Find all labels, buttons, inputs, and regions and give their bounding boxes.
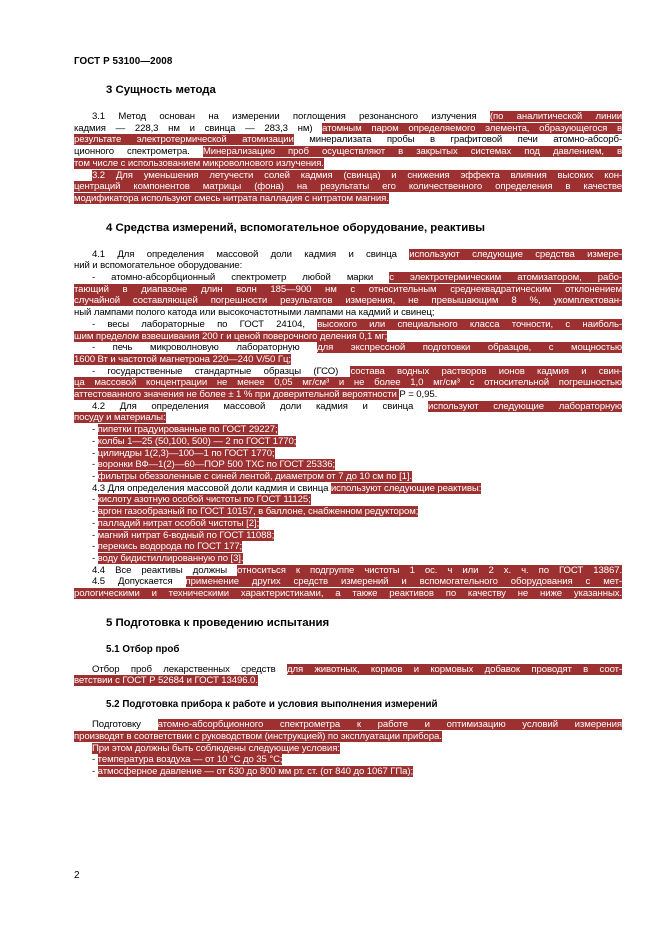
text-line	[74, 181, 622, 193]
text-line	[74, 541, 622, 553]
highlighted-text: (по аналитической линии	[489, 111, 622, 122]
text-segment: - весы лабораторные по ГОСТ 24104,	[92, 318, 318, 330]
text-segment: -	[92, 529, 98, 541]
document-standard-number: ГОСТ Р 53100—2008	[74, 56, 173, 67]
highlighted-text: ца массовой концентрации не менее 0,05 мг/см³ и не более 1,0 мг/см³ с относительной погрешностью	[74, 377, 622, 389]
highlighted-text: используют следующие реактивы:	[330, 482, 482, 494]
text-line	[74, 530, 622, 542]
text-line	[74, 494, 622, 506]
paragraph	[74, 576, 622, 599]
highlighted-text: палладий нитрат особой чистоты [2];	[97, 517, 260, 529]
text-line	[74, 354, 622, 366]
text-segment: минерализата пробы в графитовой печи атомно-абсорб-	[293, 134, 623, 146]
text-line	[74, 295, 622, 307]
paragraph	[74, 249, 622, 401]
page-number: 2	[74, 870, 80, 881]
text-line	[74, 766, 622, 778]
paragraph	[74, 401, 622, 483]
highlighted-text: фильтры обеззоленные с синей лентой, диаметром от 7 до 10 см по [1].	[97, 470, 412, 482]
highlighted-text: результате электротермической атомизации	[74, 134, 294, 146]
text-line	[74, 565, 622, 577]
highlighted-text: относиться к подгруппе чистоты 1 ос. ч или 2 х. ч. по ГОСТ 13867.	[237, 564, 622, 576]
highlighted-text: Минерализацию проб осуществляют в закрытых системах под давлением, в	[202, 146, 622, 158]
highlighted-text: цилиндры 1(2,3)—100—1 по ГОСТ 1770;	[97, 447, 275, 459]
text-segment: Отбор проб лекарственных средств	[92, 663, 287, 675]
text-line	[74, 260, 622, 272]
text-segment: -	[92, 435, 98, 447]
highlighted-text: атмосферное давление — от 630 до 800 мм рт. ст. (от 840 до 1067 ГПа);	[97, 765, 414, 777]
highlighted-text: используют следующие средства измере-	[409, 248, 622, 260]
highlighted-text: кислоту азотную особой чистоты по ГОСТ 11125;	[97, 494, 311, 506]
text-segment: -	[92, 754, 98, 766]
text-segment: 4.3 Для определения массовой доли кадмия и свинца	[92, 482, 331, 494]
text-line	[74, 272, 622, 284]
text-line	[74, 719, 622, 731]
highlighted-text: состава водных растворов ионов кадмия и свин-	[350, 365, 622, 377]
text-line	[74, 518, 622, 530]
section-heading: 3 Сущность метода	[106, 84, 216, 96]
text-segment: 4.1 Для определения массовой доли кадмия и свинца	[92, 248, 410, 260]
highlighted-text: перекись водорода по ГОСТ 177;	[97, 541, 243, 553]
paragraph	[74, 170, 622, 205]
text-segment: -	[92, 494, 98, 506]
document-body	[74, 84, 622, 778]
text-segment: 4.5 Допускается	[92, 576, 186, 588]
highlighted-text: аргон газообразный по ГОСТ 10157, в баллоне, снабженном редуктором;	[97, 506, 419, 518]
highlighted-text: применение других средств измерений и вспомогательного оборудования с мет-	[185, 576, 622, 588]
text-line	[74, 576, 622, 588]
text-line	[74, 123, 622, 135]
highlighted-text: производят в соответствии с руководством (инструкцией) по эксплуатации прибора.	[74, 730, 442, 742]
highlighted-text: с электротермическим атомизатором, рабо-	[389, 272, 622, 284]
highlighted-text: высокого или специального класса точности, с наиболь-	[317, 318, 622, 330]
text-line	[74, 158, 622, 170]
subsection-heading: 5.2 Подготовка прибора к работе и условия выполнения измерений	[106, 699, 438, 711]
highlighted-text: том числе с использованием микроволнового излучения.	[74, 157, 324, 169]
highlighted-text: случайной составляющей погрешности результатов измерения, не превышающим 8 %, укомплектован-	[74, 295, 622, 307]
text-segment: -	[92, 424, 98, 436]
subsection-heading: 5.1 Отбор проб	[106, 643, 180, 655]
text-segment: 4.4 Все реактивы должны	[92, 564, 238, 576]
text-line	[74, 743, 622, 755]
text-line	[74, 664, 622, 676]
text-line	[74, 319, 622, 331]
highlighted-text: модификатора используют смесь нитрата палладия с нитратом магния.	[74, 192, 389, 204]
text-line	[74, 134, 622, 146]
highlighted-text: используют следующие лабораторную	[427, 400, 622, 412]
highlighted-text: аттестованного значения не более ± 1 % при доверительной вероятности	[74, 389, 400, 401]
text-segment: 4.2 Для определения массовой доли кадмия и свинца	[92, 400, 428, 412]
highlighted-text: для экспрессной подготовки образцов, с мощностью	[317, 342, 622, 354]
text-line	[74, 553, 622, 565]
text-line	[74, 249, 622, 261]
section-heading: 5 Подготовка к проведению испытания	[106, 616, 330, 629]
text-segment: -	[92, 459, 98, 471]
text-line	[74, 331, 622, 343]
text-segment: 3.1 Метод основан на измерении поглощения резонансного излучения	[92, 111, 490, 122]
highlighted-text: колбы 1—25 (50,100, 500) — 2 по ГОСТ 1770;	[97, 435, 297, 447]
highlighted-text: центраций компонентов матрицы (фона) на результаты его количественного определения в качестве	[74, 181, 622, 193]
text-line	[74, 389, 622, 401]
text-segment: ционного спектрометра.	[74, 146, 203, 158]
text-line	[74, 377, 622, 389]
highlighted-text: шим пределом взвешивания 200 г и ценой поверочного деления 0,1 мг;	[74, 330, 388, 342]
text-line	[74, 424, 622, 436]
text-segment: -	[92, 541, 98, 553]
text-line	[74, 754, 622, 766]
text-line	[74, 193, 622, 205]
text-line	[74, 588, 622, 600]
document-content	[74, 56, 622, 778]
paragraph	[74, 664, 622, 687]
paragraph	[74, 483, 622, 565]
text-line	[74, 366, 622, 378]
text-line	[74, 307, 622, 319]
text-line	[74, 483, 622, 495]
text-segment: - печь микроволновую лабораторную	[92, 342, 318, 354]
text-segment: - государственные стандартные образцы (ГСО)	[92, 365, 351, 377]
highlighted-text: тающий в диапазоне длин волн 185—900 нм с относительным среднеквадратическим отклонением	[74, 283, 622, 295]
text-segment: -	[92, 506, 98, 518]
highlighted-text: атомным паром определяемого элемента, образующегося в	[322, 122, 622, 134]
highlighted-text: При этом должны быть соблюдены следующие условия:	[92, 742, 340, 754]
text-line	[74, 471, 622, 483]
highlighted-text: пипетки градуированные по ГОСТ 29227;	[97, 424, 278, 436]
text-line	[74, 111, 622, 123]
highlighted-text: воронки ВФ—1(2)—60—ПОР 500 ТХС по ГОСТ 25336;	[97, 459, 335, 471]
text-line	[74, 342, 622, 354]
text-segment: - атомно-абсорбционный спектрометр любой марки	[92, 272, 390, 284]
highlighted-text: атомно-абсорбционного спектрометра к работе и оптимизацию условий измерения	[157, 719, 622, 731]
text-segment: Подготовку	[92, 719, 158, 731]
highlighted-text: 3.2 Для уменьшения летучести солей кадмия (свинца) и снижения эффекта влияния высоких кон-	[92, 169, 622, 181]
text-segment: ний и вспомогательное оборудование:	[74, 260, 243, 272]
text-line	[74, 506, 622, 518]
highlighted-text: ветствии с ГОСТ Р 52684 и ГОСТ 13496.0.	[74, 675, 258, 687]
text-segment: -	[92, 765, 98, 777]
text-segment: кадмия — 228,3 нм и свинца — 283,3 нм)	[74, 122, 323, 134]
highlighted-text: магний нитрат 6-водный по ГОСТ 11088;	[97, 529, 275, 541]
text-line	[74, 284, 622, 296]
text-line	[74, 675, 622, 687]
highlighted-text: 1600 Вт и частотой магнетрона 220—240 V/50 Гц;	[74, 353, 291, 365]
highlighted-text: для животных, кормов и кормовых добавок проводят в соот-	[287, 663, 622, 675]
highlighted-text: воду бидистиллированную по [3].	[97, 552, 244, 564]
text-line	[74, 146, 622, 158]
text-segment: Р = 0,95.	[399, 389, 438, 401]
section-heading: 4 Средства измерений, вспомогательное оборудование, реактивы	[106, 221, 485, 234]
paragraph	[74, 719, 622, 778]
text-line	[74, 436, 622, 448]
text-line	[74, 731, 622, 743]
text-segment: -	[92, 517, 98, 529]
text-segment: -	[92, 470, 98, 482]
text-segment: -	[92, 552, 98, 564]
highlighted-text: температура воздуха — от 10 °С до 35 °С;	[97, 754, 283, 766]
text-line	[74, 459, 622, 471]
text-line	[74, 401, 622, 413]
paragraph	[74, 565, 622, 577]
text-segment: -	[92, 447, 98, 459]
text-segment: ный лампами полого катода или высокочастотными лампами на кадмий и свинец;	[74, 307, 435, 319]
paragraph	[74, 111, 622, 170]
text-line	[74, 448, 622, 460]
text-line	[74, 170, 622, 182]
text-line	[74, 412, 622, 424]
highlighted-text: посуду и материалы:	[74, 412, 166, 424]
highlighted-text: рологическими и техническими характеристиками, а также реактивов по качеству не ниже указанных.	[74, 588, 622, 600]
